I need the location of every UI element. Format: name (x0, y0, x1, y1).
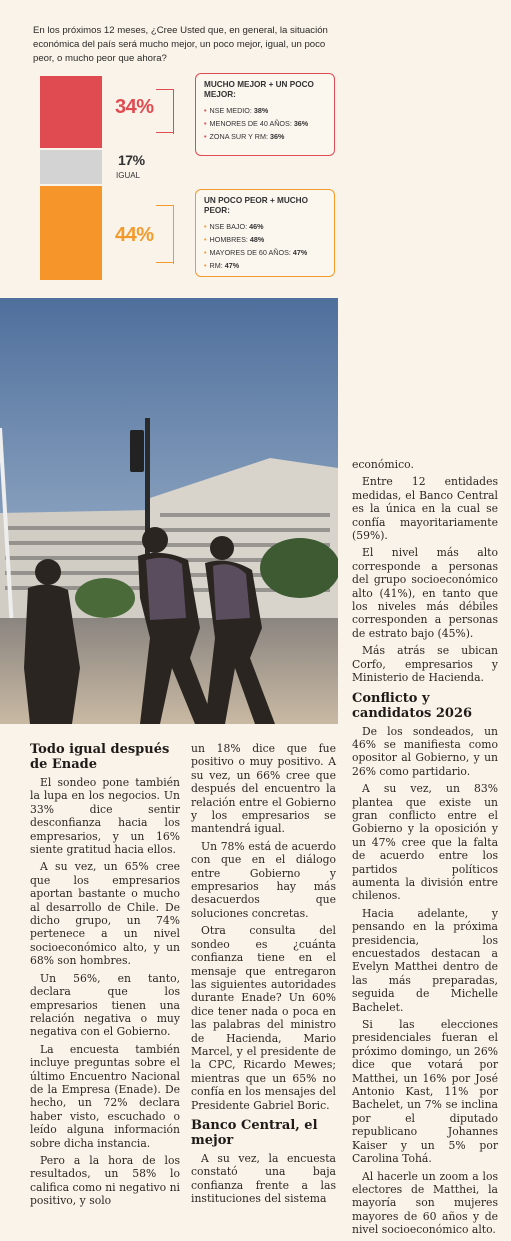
worse-item: • NSE BAJO: 46% (204, 222, 264, 231)
better-box-title: MUCHO MEJOR + UN POCO MEJOR: (204, 80, 314, 99)
paragraph: A su vez, un 83% plantea que existe un gran conflicto entre el Gobierno y la oposición y un 47% cree que la falta de acuerdo entre los partidos políticos aumenta la división entre chilenos. (352, 782, 498, 903)
same-percent: 17% (118, 152, 145, 168)
bar-better (40, 76, 102, 148)
paragraph: Entre 12 entidades medidas, el Banco Central es la única en la cual se confía mayoritariamente (59%). (352, 475, 498, 543)
paragraph: La encuesta también incluye preguntas sobre el último Encuentro Nacional de la Empresa (Enade). De hecho, un 72% declara haber visto, escuchado o leído alguna información sobre dicha instancia. (30, 1042, 180, 1150)
paragraph: Un 78% está de acuerdo con que en el diálogo entre Gobierno y empresarios hay más desacuerdos que soluciones concretas. (191, 839, 336, 920)
same-label: IGUAL (116, 171, 141, 180)
paragraph: Al hacerle un zoom a los electores de Matthei, la mayoría son mujeres mayores de 60 años y de nivel socioeconómico alto. (352, 1169, 498, 1237)
article-column-3 (352, 458, 498, 1241)
worse-percent: 44% (115, 224, 154, 246)
better-item: • MENORES DE 40 AÑOS: 36% (204, 119, 309, 128)
better-percent: 34% (115, 96, 154, 118)
worse-bracket-line (173, 205, 174, 264)
better-item: • ZONA SUR Y RM: 36% (204, 132, 285, 141)
better-item: • NSE MEDIO: 38% (204, 106, 269, 115)
heading-conflicto: Conflicto y candidatos 2026 (352, 690, 473, 721)
paragraph: Un 56%, en tanto, declara que los empresarios tienen una relación negativa o muy negativa con el Gobierno. (30, 971, 180, 1039)
paragraph: A su vez, la encuesta constató una baja confianza frente a las instituciones del sistema (191, 1151, 336, 1206)
paragraph: Pero a la hora de los resultados, un 58% lo califica como ni negativo ni positivo, y solo (30, 1153, 180, 1208)
paragraph: De los sondeados, un 46% se manifiesta como opositor al Gobierno, y un 26% como partidario. (352, 724, 498, 778)
heading-banco-central: Banco Central, el mejor (191, 1117, 318, 1148)
paragraph: Otra consulta del sondeo es ¿cuánta confianza tiene en el mensaje que entregaron las siguientes autoridades durante Enade? Un 60% dice tener nada o poca en las palabras del ministro de Hacienda, Mario Marcel, y el presidente de la CPC, Ricardo Mewes; mientras que un 65% no confía en los mensajes del Presidente Gabriel Boric. (191, 924, 336, 1112)
paragraph: un 18% dice que fue positivo o muy positivo. A su vez, un 66% cree que después del encuentro la relación entre el Gobierno y los empresarios se mantendrá igual. (191, 742, 336, 836)
street-photo (0, 298, 338, 724)
survey-question: En los próximos 12 meses, ¿Cree Usted que, en general, la situación económica del país será mucho mejor, un poco mejor, igual, un poco peor, o mucho peor que ahora? (33, 25, 328, 64)
paragraph: Hacia adelante, y pensando en la próxima presidencia, los encuestados destacan a Evelyn Matthei dentro de las más preparadas, seguida de Michelle Bachelet. (352, 906, 498, 1014)
bar-same (40, 150, 102, 184)
bar-worse (40, 186, 102, 280)
better-bracket-line (173, 89, 174, 134)
worse-item: • HOMBRES: 48% (204, 235, 265, 244)
worse-item: • MAYORES DE 60 AÑOS: 47% (204, 248, 308, 257)
better-bracket (156, 89, 174, 133)
worse-item: • RM: 47% (204, 261, 240, 270)
worse-breakdown-box (195, 189, 335, 277)
paragraph: económico. (352, 458, 414, 471)
article-column-1 (30, 742, 180, 1212)
paragraph: El sondeo pone también la lupa en los negocios. Un 33% dice sentir desconfianza hacia los empresarios, y un 16% siente gratitud hacia ellos. (30, 776, 180, 857)
better-breakdown-box (195, 73, 335, 156)
worse-bracket (156, 205, 174, 263)
paragraph: Si las elecciones presidenciales fueran el próximo domingo, un 26% dice que votará por Matthei, un 16% por José Antonio Kast, 11% por Bachelet, un 7% se inclina por el diputado republicano Johannes Kaiser y un 5% por Carolina Tohá. (352, 1018, 498, 1166)
paragraph: El nivel más alto corresponde a personas del grupo socioeconómico alto (41%), en tanto que los niveles más débiles corresponden a personas de estrato bajo (45%). (352, 546, 498, 640)
worse-box-title: UN POCO PEOR + MUCHO PEOR: (204, 196, 308, 215)
heading-todo-igual: Todo igual después de Enade (30, 742, 170, 772)
paragraph: Más atrás se ubican Corfo, empresarios y Ministerio de Hacienda. (352, 644, 498, 685)
article-column-2 (191, 742, 336, 1210)
paragraph: A su vez, un 65% cree que los empresarios aportan bastante o mucho al desarrollo de Chile. De dicho grupo, un 74% pertenece a un nivel socioeconómico alto, y un 68% son hombres. (30, 860, 180, 968)
